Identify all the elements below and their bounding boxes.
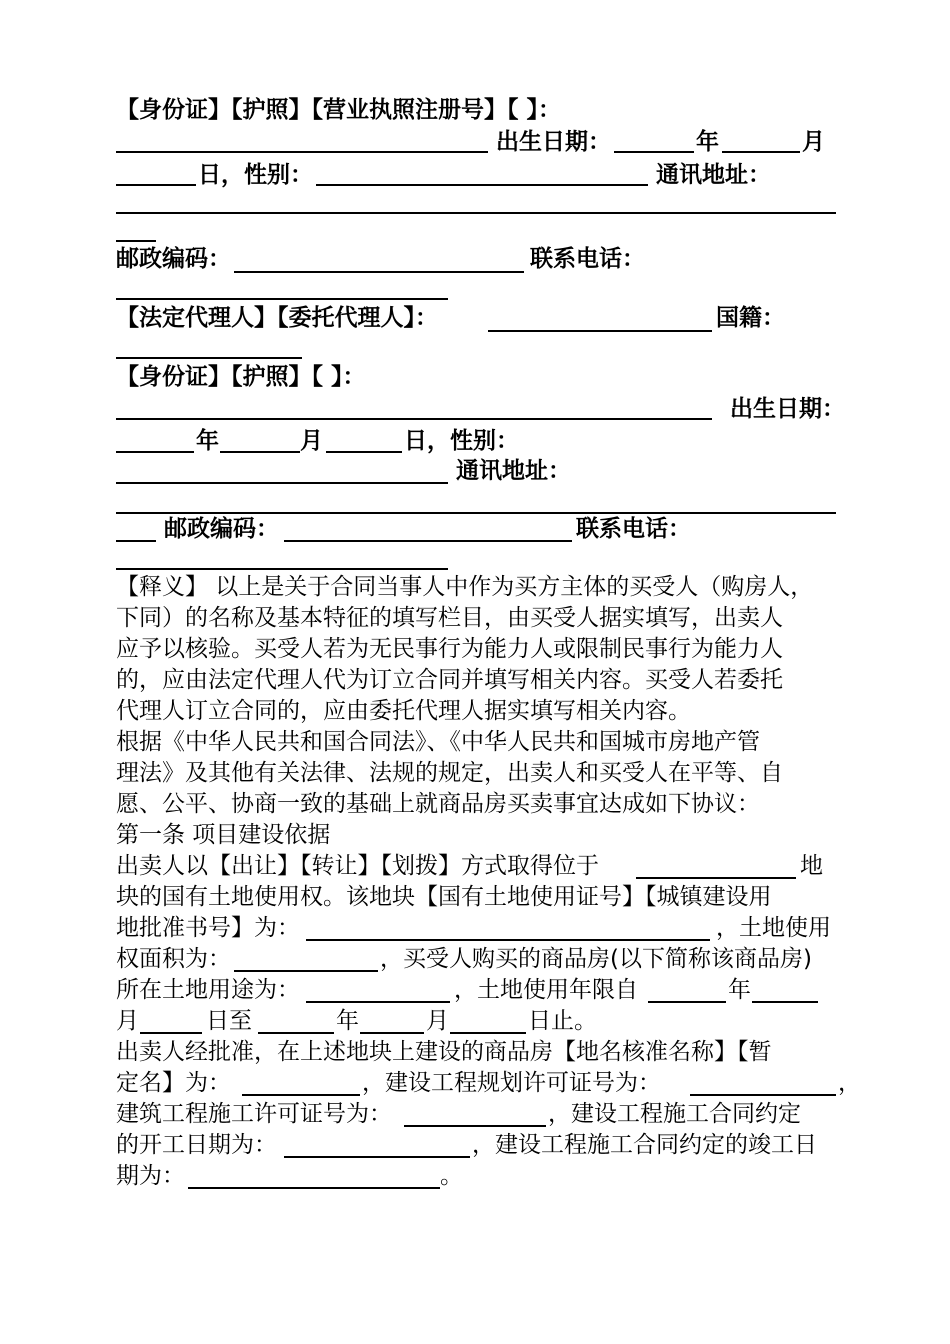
buyer-phone-field[interactable] [116,298,448,300]
article1-p2-line4-b: ，建设工程施工合同约定的竣工日 [472,1132,817,1158]
agent-phone-field[interactable] [116,568,448,570]
article1-p2-line5-b: 。 [440,1163,463,1189]
agent-name-field[interactable] [488,330,712,332]
land-day-to-label: 日至 [206,1008,252,1034]
buyer-postal-field[interactable] [234,271,524,273]
land-use-field[interactable] [306,1001,450,1003]
land-start-month-label: 月 [116,1008,139,1034]
agent-year-label: 年 [196,428,219,454]
buyer-address-field-cont[interactable] [116,240,156,242]
note-line: 应予以核验。买受人若为无民事行为能力人或限制民事行为能力人 [116,636,783,662]
land-end-month-label: 月 [426,1008,449,1034]
land-start-month-field[interactable] [752,1001,818,1003]
agent-birth-label: 出生日期： [730,396,845,422]
agent-nationality-label: 国籍： [716,305,785,331]
agent-id-types: 【身份证】【护照】【 】： [116,364,366,390]
project-name-field[interactable] [242,1094,360,1096]
article1-p1-line5: 所在土地用途为： [116,977,300,1003]
article1-p2-line1: 出卖人经批准，在上述地块上建设的商品房【地名核准名称】【暂 [116,1039,772,1065]
land-start-year-label: 年 [728,977,751,1003]
article1-p1-line3: 地批准书号】为： [116,915,300,941]
buyer-id-types: 【身份证】【护照】【营业执照注册号】【 】： [116,97,562,123]
article1-p1-line4-b: ，买受人购买的商品房(以下简称该商品房) [380,946,812,972]
buyer-id-number-field[interactable] [116,151,488,153]
agent-postal-field[interactable] [284,540,572,542]
preamble-line: 根据《中华人民共和国合同法》、《中华人民共和国城市房地产管 [116,729,760,755]
article1-p2-line2: 定名】为： [116,1070,231,1096]
agent-types: 【法定代理人】【委托代理人】： [116,305,438,331]
buyer-address-label: 通讯地址： [656,162,771,188]
land-area-field[interactable] [234,970,378,972]
planning-permit-field[interactable] [690,1094,836,1096]
agent-phone-label: 联系电话： [576,516,691,542]
agent-birth-month-field[interactable] [220,451,300,453]
article1-p2-line3-b: ，建设工程施工合同约定 [548,1101,801,1127]
agent-nationality-field[interactable] [116,357,302,359]
buyer-birth-day-field[interactable] [116,184,196,186]
agent-id-number-field[interactable] [116,418,712,420]
article1-p2-line4: 的开工日期为： [116,1132,277,1158]
agent-birth-day-field[interactable] [326,451,402,453]
agent-address-field-cont[interactable] [116,540,156,542]
article1-title: 第一条 项目建设依据 [116,822,331,848]
note-line: 下同）的名称及基本特征的填写栏目，由买受人据实填写，出卖人 [116,605,783,631]
article1-p1-line1: 出卖人以【出让】【转让】【划拨】方式取得位于 [116,853,599,879]
agent-birth-year-field[interactable] [116,451,194,453]
buyer-day-gender-label: 日，性别： [198,162,313,188]
land-day-end-label: 日止。 [528,1008,597,1034]
land-start-day-field[interactable] [140,1032,202,1034]
note-line: 【释义】 以上是关于合同当事人中作为买方主体的买受人（购房人， [116,574,814,600]
note-line: 代理人订立合同的，应由委托代理人据实填写相关内容。 [116,698,691,724]
land-start-year-field[interactable] [648,1001,726,1003]
article1-p1-line5-b: ，土地使用年限自 [454,977,638,1003]
start-date-field[interactable] [284,1156,470,1158]
buyer-postal-label: 邮政编码： [116,246,231,272]
completion-date-field[interactable] [188,1187,440,1189]
land-cert-number-field[interactable] [306,939,710,941]
land-end-month-field[interactable] [360,1032,424,1034]
land-end-year-field[interactable] [258,1032,334,1034]
buyer-phone-label: 联系电话： [530,246,645,272]
agent-month-label: 月 [300,428,323,454]
agent-address-label: 通讯地址： [456,458,571,484]
article1-p2-line2-b: ，建设工程规划许可证号为： [362,1070,661,1096]
buyer-address-field[interactable] [116,212,836,214]
agent-gender-field[interactable] [116,482,448,484]
buyer-year-label: 年 [696,129,719,155]
agent-day-gender-label: 日，性别： [404,428,519,454]
preamble-line: 理法》及其他有关法律、法规的规定，出卖人和买受人在平等、自 [116,760,783,786]
buyer-birth-label: 出生日期： [496,129,611,155]
preamble-line: 愿、公平、协商一致的基础上就商品房买卖事宜达成如下协议： [116,791,760,817]
buyer-gender-field[interactable] [316,184,648,186]
article1-p2-comma: ， [838,1070,861,1096]
article1-p2-line5: 期为： [116,1163,185,1189]
land-end-day-field[interactable] [450,1032,526,1034]
construction-permit-field[interactable] [404,1125,546,1127]
note-line: 的，应由法定代理人代为订立合同并填写相关内容。买受人若委托 [116,667,783,693]
buyer-birth-month-field[interactable] [722,151,800,153]
buyer-birth-year-field[interactable] [614,151,694,153]
article1-p1-di: 地 [800,853,823,879]
land-end-year-label: 年 [336,1008,359,1034]
article1-p1-line3-b: ，土地使用 [716,915,831,941]
agent-postal-label: 邮政编码： [164,516,279,542]
article1-p1-line2: 块的国有土地使用权。该地块【国有土地使用证号】【城镇建设用 [116,884,772,910]
article1-p2-line3: 建筑工程施工许可证号为： [116,1101,392,1127]
land-location-field[interactable] [636,877,796,879]
article1-p1-line4: 权面积为： [116,946,231,972]
buyer-month-label: 月 [802,129,825,155]
